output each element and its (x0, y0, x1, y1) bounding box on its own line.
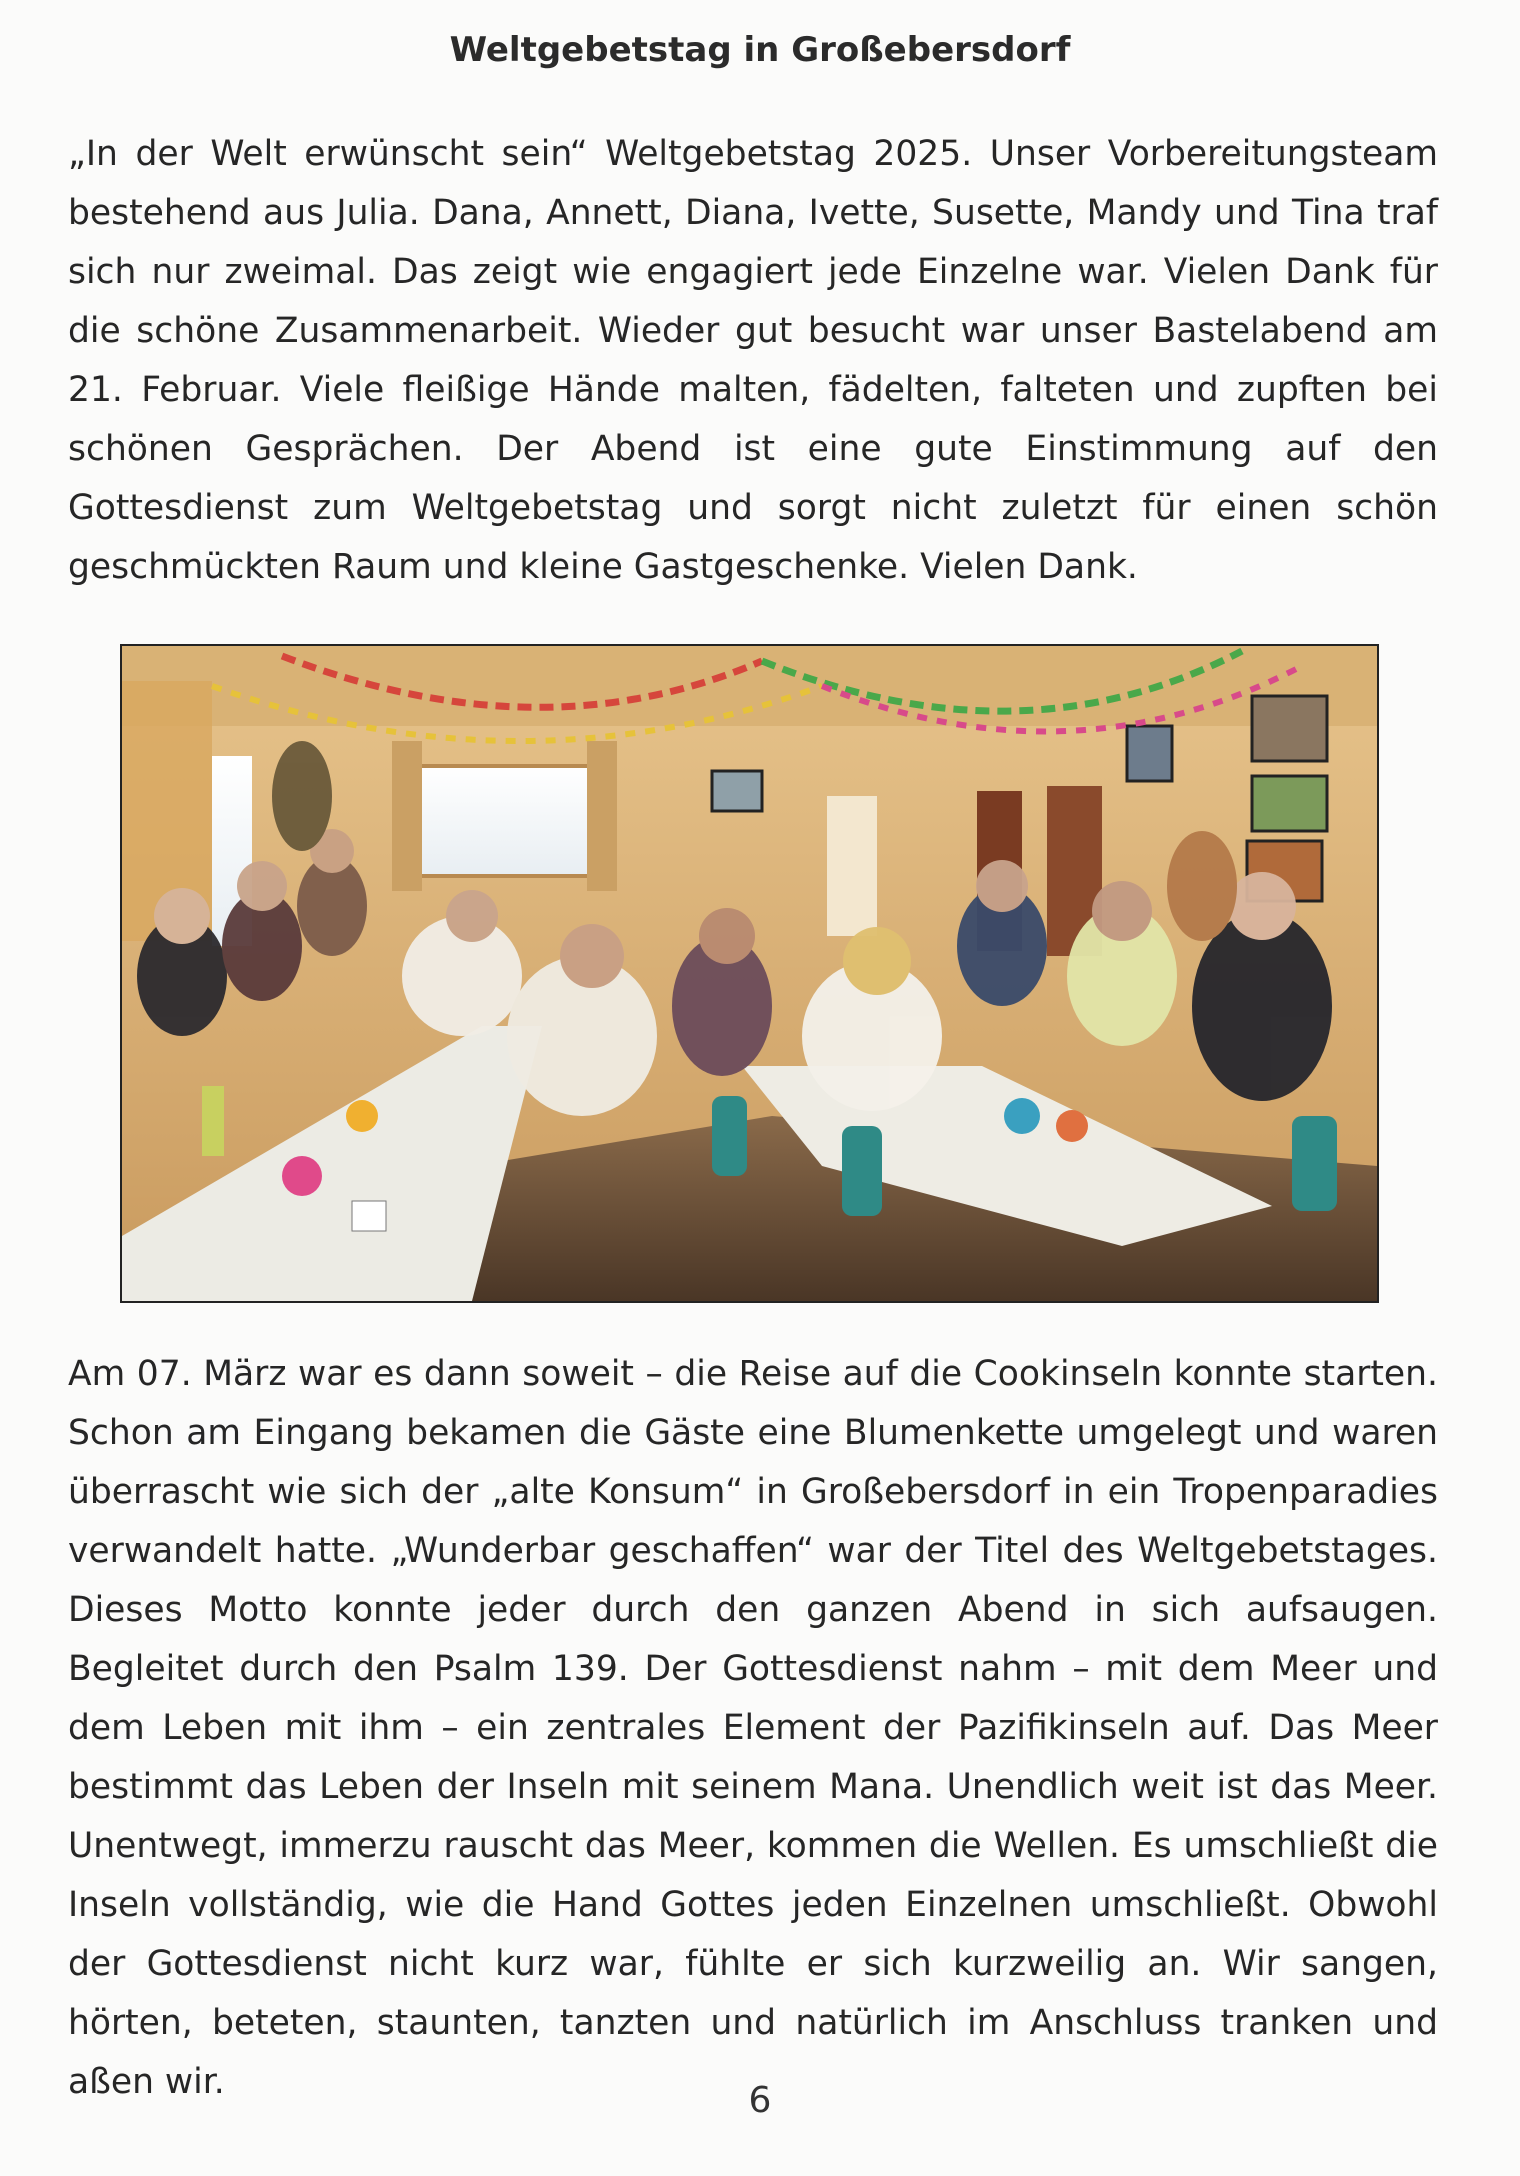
page-title: Weltgebetstag in Großebersdorf (449, 30, 1071, 70)
paragraph-intro: „In der Welt erwünscht sein“ Weltgebetstag 2025. Unser Vorbereitungsteam bestehend aus Julia. Dana, Annett, Diana, Ivette, Susette, Mandy und Tina traf sich nur zweimal. Das zeigt wie engagiert jede Einzelne war. Vielen Dank für die schöne Zusammenarbeit. Wieder gut besucht war unser Bastelabend am 21. Februar. Viele fleißige Hände malten, fädelten, falteten und zupften bei schönen Gesprächen. Der Abend ist eine gute Einstimmung auf den Gottesdienst zum Weltgebetstag und sorgt nicht zuletzt für einen schön geschmückten Raum und kleine Gastgeschenke. Vielen Dank. (68, 134, 1438, 587)
event-photo (120, 644, 1379, 1303)
page-number: 6 (748, 2080, 772, 2121)
paragraph-worship: Am 07. März war es dann soweit – die Reise auf die Cookinseln konnte starten. Schon am Eingang bekamen die Gäste eine Blumenkette umgelegt und waren überrascht wie sich der „alte Konsum“ in Großebersdorf in ein Tropenparadies verwandelt hatte. „Wunderbar geschaffen“ war der Titel des Weltgebetstages. Dieses Motto konnte jeder durch den ganzen Abend in sich aufsaugen. Begleitet durch den Psalm 139. Der Gottesdienst nahm – mit dem Meer und dem Leben mit ihm – ein zentrales Element der Pazifikinseln auf. Das Meer bestimmt das Leben der Inseln mit seinem Mana. Unendlich weit ist das Meer. Unentwegt, immerzu rauscht das Meer, kommen die Wellen. Es umschließt die Inseln vollständig, wie die Hand Gottes jeden Einzelnen umschließt. Obwohl der Gottesdienst nicht kurz war, fühlte er sich kurzweilig an. Wir sangen, hörten, beteten, staunten, tanzten und natürlich im Anschluss tranken und aßen wir. (68, 1354, 1438, 2102)
